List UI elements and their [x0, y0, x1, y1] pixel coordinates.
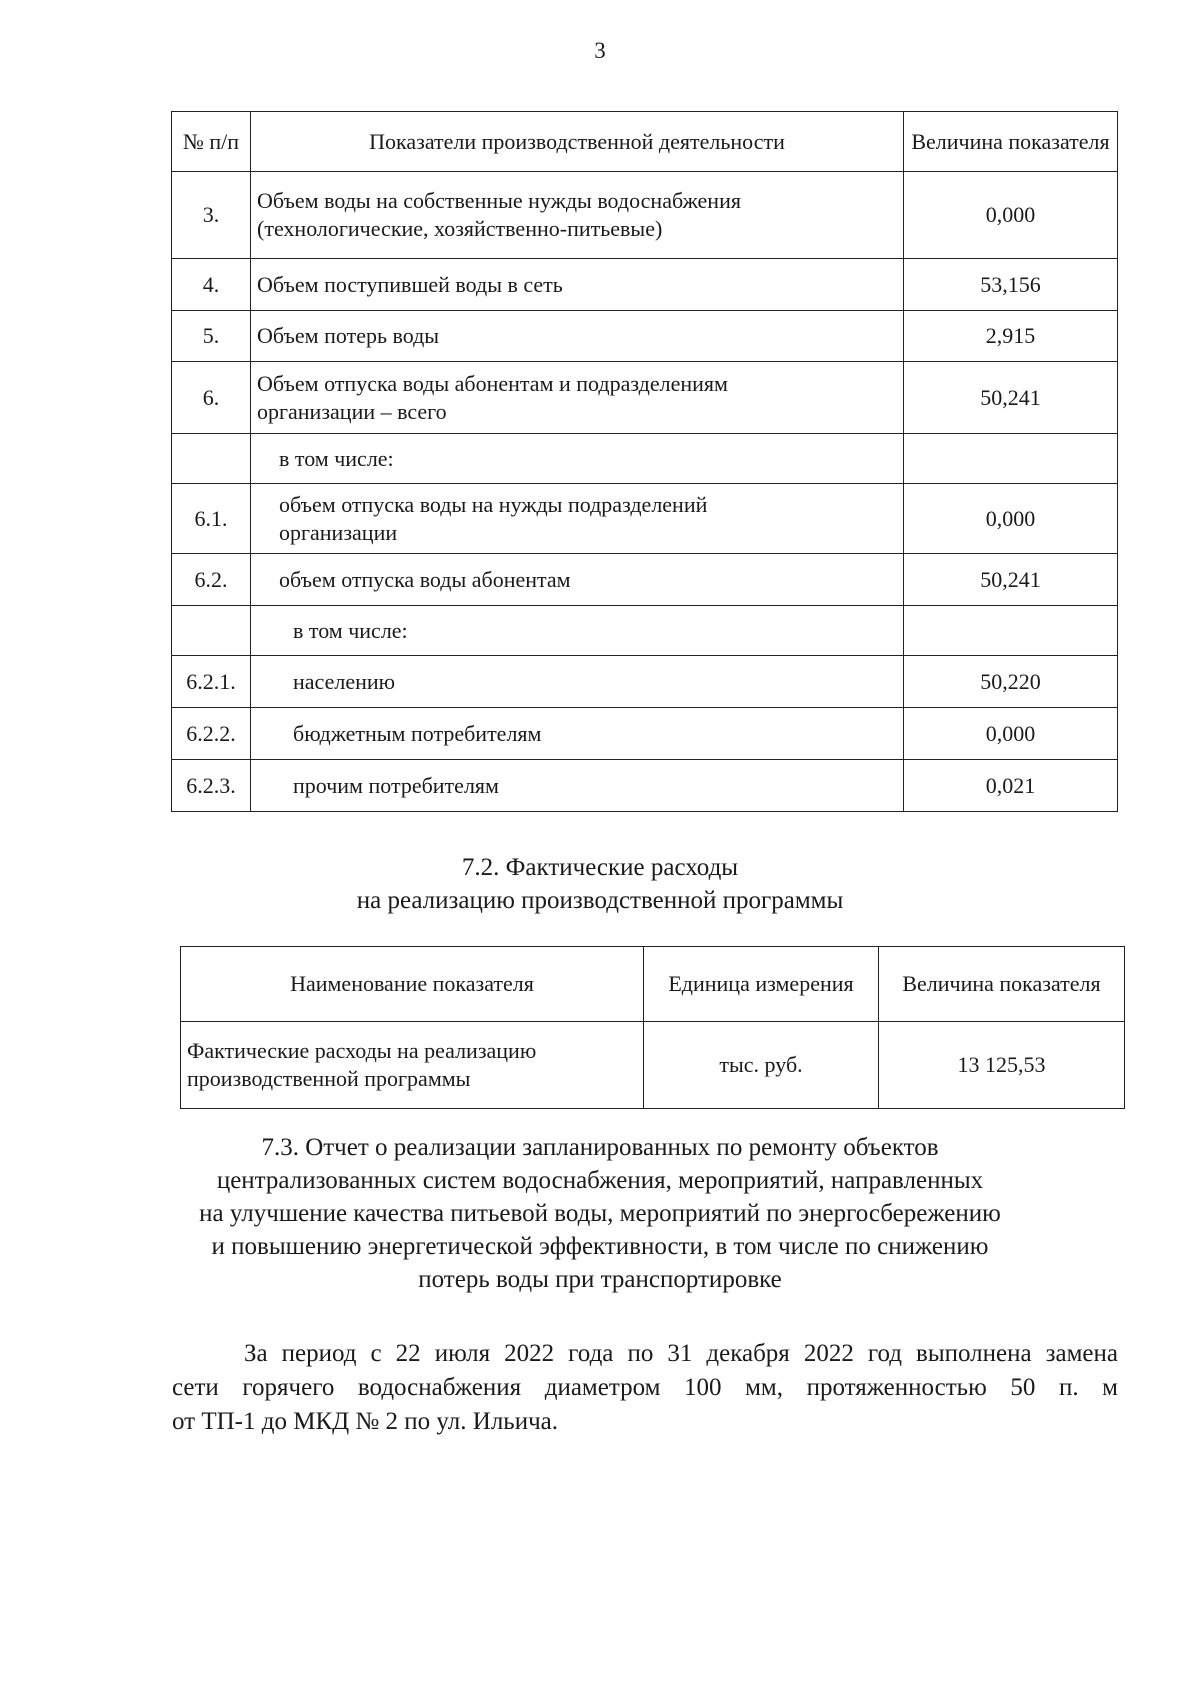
- row-value: 2,915: [904, 311, 1118, 362]
- table-row: [172, 259, 1118, 311]
- header-unit: Единица измерения: [644, 947, 879, 1022]
- row-name: прочим потребителям: [251, 760, 904, 812]
- row-value: 0,000: [904, 172, 1118, 259]
- table-row: [172, 362, 1118, 434]
- row-name: Объем поступившей воды в сеть: [251, 259, 904, 311]
- row-name: в том числе:: [251, 434, 904, 484]
- row-num: 6.2.2.: [172, 708, 251, 760]
- row-value: 13 125,53: [879, 1022, 1125, 1109]
- row-value: 50,241: [904, 362, 1118, 434]
- table-row: [172, 760, 1118, 812]
- header-value: Величина показателя: [879, 947, 1125, 1022]
- row-num: 6.: [172, 362, 251, 434]
- table-row: [172, 708, 1118, 760]
- actual-expenses-table: [180, 946, 1125, 1109]
- row-name: объем отпуска воды абонентам: [251, 554, 904, 606]
- section-7-3-heading: 7.3. Отчет о реализации запланированных по ремонту объектов централизованных систем водоснабжения, мероприятий, направленных на улучшение качества питьевой воды, мероприятий по энергосбережению и повышению энергетической эффективности, в том числе по снижению потерь воды при транспортировке: [199, 1134, 1001, 1293]
- page-number: 3: [594, 38, 606, 63]
- row-value: 0,021: [904, 760, 1118, 812]
- row-num: 5.: [172, 311, 251, 362]
- paragraph-line: За период с 22 июля 2022 года по 31 декабря 2022 год выполнена замена: [244, 1340, 1118, 1367]
- row-name: населению: [251, 656, 904, 708]
- header-value: Величина показателя: [904, 112, 1118, 172]
- paragraph-line: от ТП-1 до МКД № 2 по ул. Ильича.: [172, 1408, 559, 1435]
- row-num: 6.2.: [172, 554, 251, 606]
- row-num: 3.: [172, 172, 251, 259]
- section-7-2-heading: 7.2. Фактические расходы на реализацию производственной программы: [356, 854, 844, 914]
- body-paragraph: [172, 1337, 1118, 1439]
- row-num: [172, 434, 251, 484]
- row-name: объем отпуска воды на нужды подразделений организации: [251, 484, 904, 554]
- row-value: 53,156: [904, 259, 1118, 311]
- row-value: [904, 606, 1118, 656]
- header-indicator: Показатели производственной деятельности: [251, 112, 904, 172]
- table-row: [172, 554, 1118, 606]
- header-name: Наименование показателя: [181, 947, 644, 1022]
- row-name: Объем воды на собственные нужды водоснабжения (технологические, хозяйственно-питьевые): [251, 172, 904, 259]
- table-row: [172, 606, 1118, 656]
- header-num: № п/п: [172, 112, 251, 172]
- table-row: [172, 484, 1118, 554]
- table-row: [172, 311, 1118, 362]
- row-name: бюджетным потребителям: [251, 708, 904, 760]
- row-value: 50,241: [904, 554, 1118, 606]
- table-header-row: [172, 112, 1118, 172]
- table-header-row: [181, 947, 1125, 1022]
- table-row: [172, 656, 1118, 708]
- row-name: в том числе:: [251, 606, 904, 656]
- row-num: 6.2.3.: [172, 760, 251, 812]
- row-name: Фактические расходы на реализацию производственной программы: [181, 1022, 644, 1109]
- row-value: [904, 434, 1118, 484]
- row-value: 50,220: [904, 656, 1118, 708]
- row-num: 4.: [172, 259, 251, 311]
- row-name: Объем отпуска воды абонентам и подразделениям организации – всего: [251, 362, 904, 434]
- row-num: 6.1.: [172, 484, 251, 554]
- row-name: Объем потерь воды: [251, 311, 904, 362]
- row-num: [172, 606, 251, 656]
- row-value: 0,000: [904, 484, 1118, 554]
- table-row: [181, 1022, 1125, 1109]
- table-row: [172, 434, 1118, 484]
- paragraph-line: сети горячего водоснабжения диаметром 100 мм, протяженностью 50 п. м: [172, 1374, 1118, 1401]
- table-row: [172, 172, 1118, 259]
- row-num: 6.2.1.: [172, 656, 251, 708]
- row-unit: тыс. руб.: [644, 1022, 879, 1109]
- production-indicators-table: [171, 111, 1118, 812]
- row-value: 0,000: [904, 708, 1118, 760]
